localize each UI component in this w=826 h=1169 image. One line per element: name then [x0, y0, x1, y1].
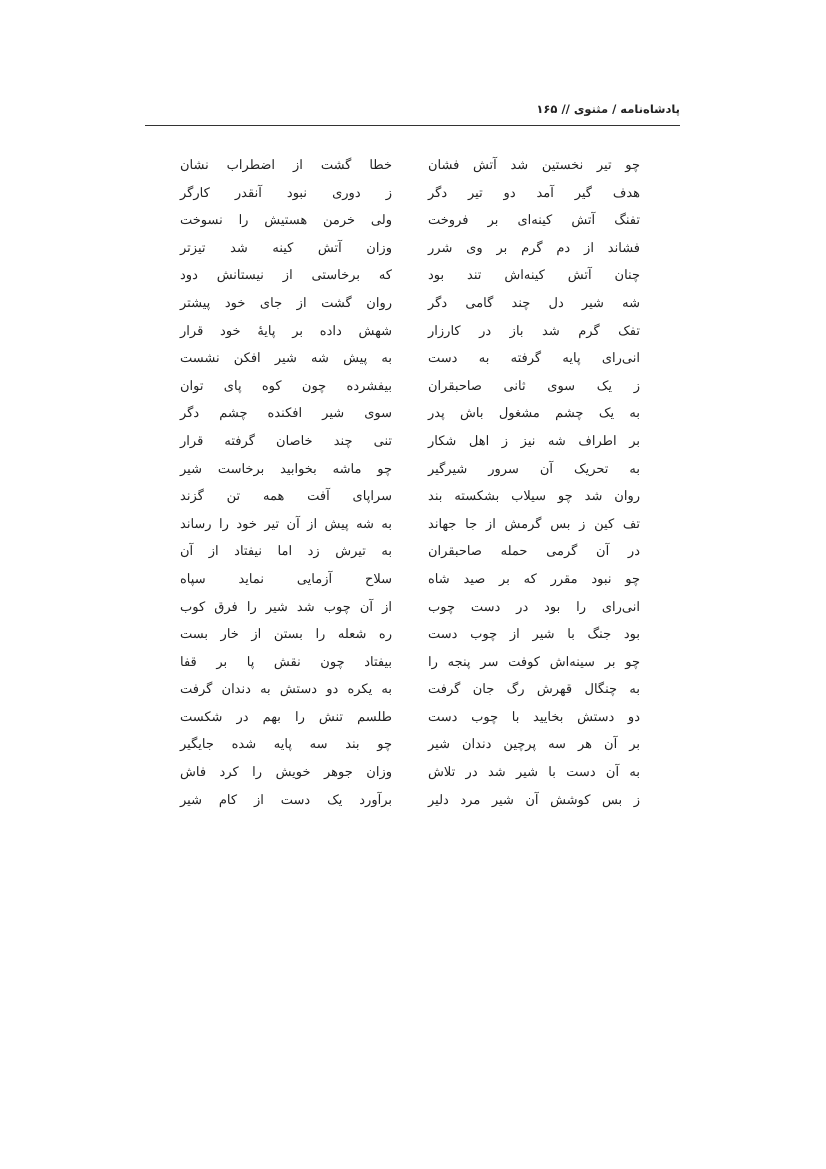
hemistich-left: به یکره دو دستش به دندان گرفت — [180, 682, 392, 698]
hemistich-left: وزان جوهر خویش را کرد فاش — [180, 765, 392, 781]
hemistich-left: طلسم تنش را بهم در شکست — [180, 709, 392, 725]
hemistich-right: تفنگ آتش کینه‌ای بر فروخت — [428, 213, 640, 229]
hemistich-left: به شه پیش از آن تیر خود را رساند — [180, 516, 392, 532]
header-rule — [145, 125, 680, 126]
poem-left-column — [180, 152, 392, 814]
hemistich-left: به پیش شه شیر افکن نشست — [180, 351, 392, 367]
hemistich-right: به چنگال قهرش رگ جان گرفت — [428, 682, 640, 698]
hemistich-right: در آن گرمی حمله صاحبقران — [428, 544, 640, 560]
hemistich-right: شه شیر دل چند گامی دگر — [428, 295, 640, 311]
hemistich-left: چو ماشه بخوابید برخاست شیر — [180, 461, 392, 477]
hemistich-left: شهش داده بر پایهٔ خود قرار — [180, 323, 392, 339]
hemistich-right: انی‌رای پایه گرفته به دست — [428, 351, 640, 367]
hemistich-left: که برخاستی از نیستانش دود — [180, 268, 392, 284]
hemistich-left: تنی چند خاصان گرفته قرار — [180, 433, 392, 449]
hemistich-right: تف کین ز بس گرمش از جا جهاند — [428, 516, 640, 532]
hemistich-left: ز دوری نبود آنقدر کارگر — [180, 185, 392, 201]
hemistich-left: به تیرش زد اما نیفتاد از آن — [180, 544, 392, 560]
hemistich-right: فشاند از دم گرم بر وی شرر — [428, 240, 640, 256]
hemistich-left: سوی شیر افکنده چشم دگر — [180, 406, 392, 422]
hemistich-right: ز بس کوشش آن شیر مرد دلیر — [428, 792, 640, 808]
hemistich-left: چو بند سه پایه شده جایگیر — [180, 737, 392, 753]
hemistich-right: انی‌رای را بود در دست چوب — [428, 599, 640, 615]
hemistich-left: خطا گشت از اضطراب نشان — [180, 158, 392, 173]
hemistich-left: سراپای آفت همه تن گزند — [180, 489, 392, 505]
hemistich-right: چو بر سینه‌اش کوفت سر پنجه را — [428, 654, 640, 670]
hemistich-right: چنان آتش کینه‌اش تند بود — [428, 268, 640, 284]
hemistich-right: به یک چشم مشغول باش پدر — [428, 406, 640, 422]
poem-right-column — [428, 152, 640, 814]
page-header — [145, 101, 680, 127]
hemistich-left: ولی خرمن هستیش را نسوخت — [180, 213, 392, 229]
hemistich-right: دو دستش بخایید با چوب دست — [428, 709, 640, 725]
hemistich-right: چو تیر نخستین شد آتش فشان — [428, 158, 640, 173]
hemistich-right: بر اطراف شه نیز ز اهل شکار — [428, 433, 640, 449]
hemistich-right: روان شد چو سیلاب بشکسته بند — [428, 489, 640, 505]
poem-body — [180, 152, 640, 812]
hemistich-left: بیفشرده چون کوه پای توان — [180, 378, 392, 394]
hemistich-left: بیفتاد چون نقش پا بر قفا — [180, 654, 392, 670]
hemistich-right: ز یک سوی ثانی صاحبقران — [428, 378, 640, 394]
hemistich-right: به آن دست با شیر شد در تلاش — [428, 765, 640, 781]
hemistich-left: روان گشت از جای خود پیشتر — [180, 295, 392, 311]
hemistich-left: برآورد یک دست از کام شیر — [180, 792, 392, 808]
hemistich-left: ره شعله را بستن از خار بست — [180, 627, 392, 643]
hemistich-right: چو نبود مقرر که بر صید شاه — [428, 571, 640, 587]
hemistich-left: از آن چوب شد شیر را فرق کوب — [180, 599, 392, 615]
hemistich-right: هدف گیر آمد دو تیر دگر — [428, 185, 640, 201]
hemistich-left: سلاح آزمایی نماید سپاه — [180, 571, 392, 587]
hemistich-right: تفک گرم شد باز در کارزار — [428, 323, 640, 339]
hemistich-left: وزان آتش کینه شد تیزتر — [180, 240, 392, 256]
hemistich-right: بر آن هر سه پرچین دندان شیر — [428, 737, 640, 753]
hemistich-right: بود جنگ با شیر از چوب دست — [428, 627, 640, 643]
running-head: پادشاه‌نامه / مثنوی // ۱۶۵ — [536, 102, 680, 116]
hemistich-right: به تحریک آن سرور شیرگیر — [428, 461, 640, 477]
